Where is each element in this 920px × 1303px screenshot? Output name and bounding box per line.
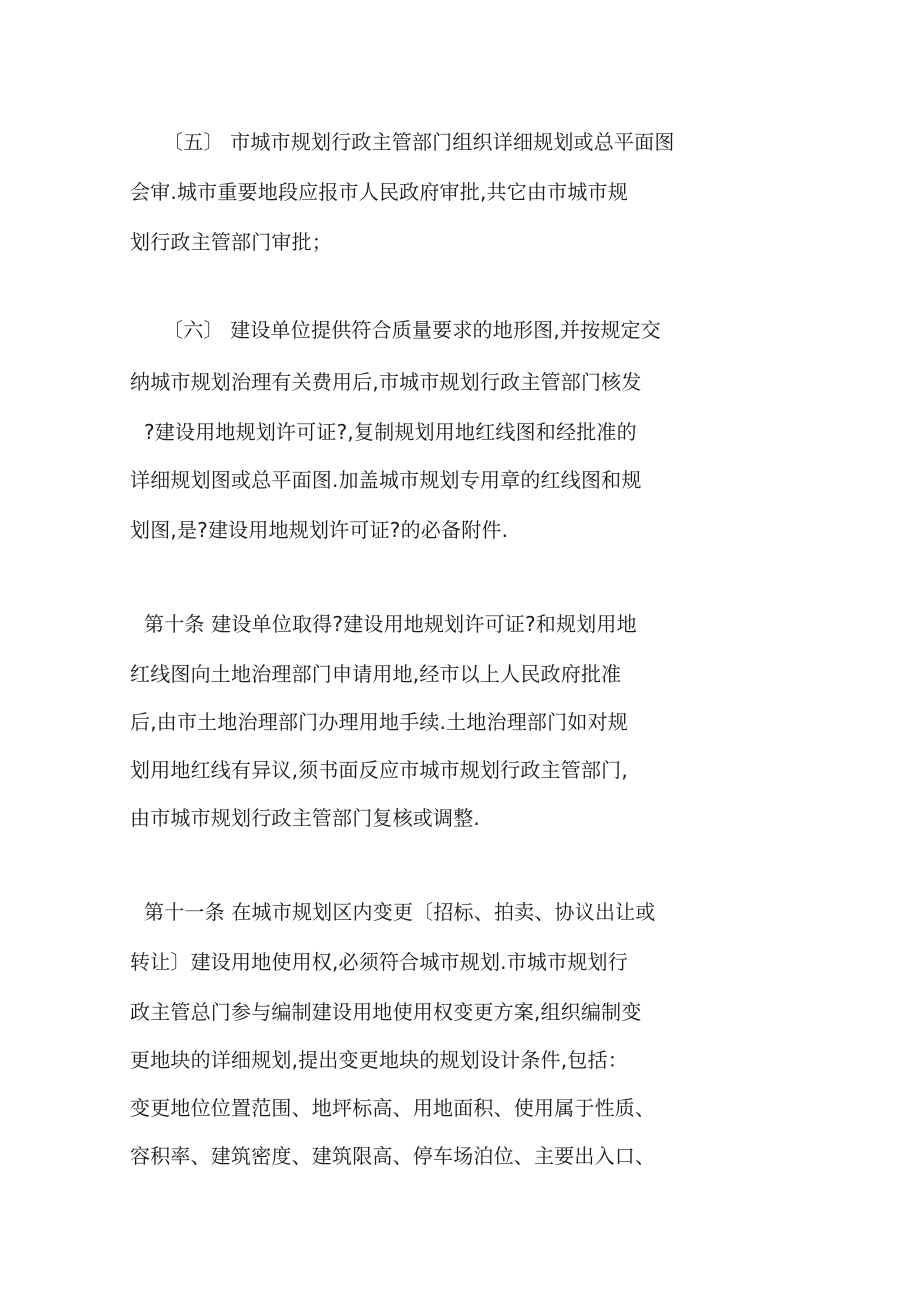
paragraph-5-line-1: 〔五〕 市城市规划行政主管部门组织详细规划或总平面图 <box>163 130 675 154</box>
article-11-line-5: 变更地位位置范围、地坪标高、用地面积、使用属于性质、 <box>130 1096 656 1120</box>
article-11-line-4: 更地块的详细规划,提出变更地块的规划设计条件,包括： <box>130 1048 628 1072</box>
paragraph-5-line-3: 划行政主管部门审批； <box>130 230 332 254</box>
paragraph-6-line-4: 详细规划图或总平面图.加盖城市规划专用章的红线图和规 <box>130 468 642 492</box>
paragraph-5-line-2: 会审.城市重要地段应报市人民政府审批,共它由市城市规 <box>130 180 628 204</box>
article-11-line-6: 容积率、建筑密度、建筑限高、停车场泊位、主要出入口、 <box>130 1144 656 1168</box>
paragraph-6-line-3: ?建设用地规划许可证?,复制规划用地红线图和经批准的 <box>144 420 637 444</box>
article-10-line-4: 划用地红线有异议,须书面反应市城市规划行政主管部门, <box>130 758 628 782</box>
paragraph-6-line-5: 划图,是?建设用地规划许可证?的必备附件. <box>130 518 509 542</box>
paragraph-6-line-2: 纳城市规划治理有关费用后,市城市规划行政主管部门核发 <box>130 370 642 394</box>
article-11-line-2: 转让〕建设用地使用权,必须符合城市规划.市城市规划行 <box>130 950 628 974</box>
article-11-line-3: 政主管总门参与编制建设用地使用权变更方案,组织编制变 <box>130 1000 642 1024</box>
paragraph-6-line-1: 〔六〕 建设单位提供符合质量要求的地形图,并按规定交 <box>163 318 661 342</box>
article-10-line-1: 第十条 建设单位取得?建设用地规划许可证?和规划用地 <box>144 612 637 636</box>
article-11-line-1: 第十一条 在城市规划区内变更〔招标、拍卖、协议出让或 <box>144 900 656 924</box>
article-10-line-5: 由市城市规划行政主管部门复核或调整. <box>130 806 480 830</box>
article-10-line-2: 红线图向土地治理部门申请用地,经市以上人民政府批准 <box>130 662 622 686</box>
article-10-line-3: 后,由市土地治理部门办理用地手续.土地治理部门如对规 <box>130 710 628 734</box>
